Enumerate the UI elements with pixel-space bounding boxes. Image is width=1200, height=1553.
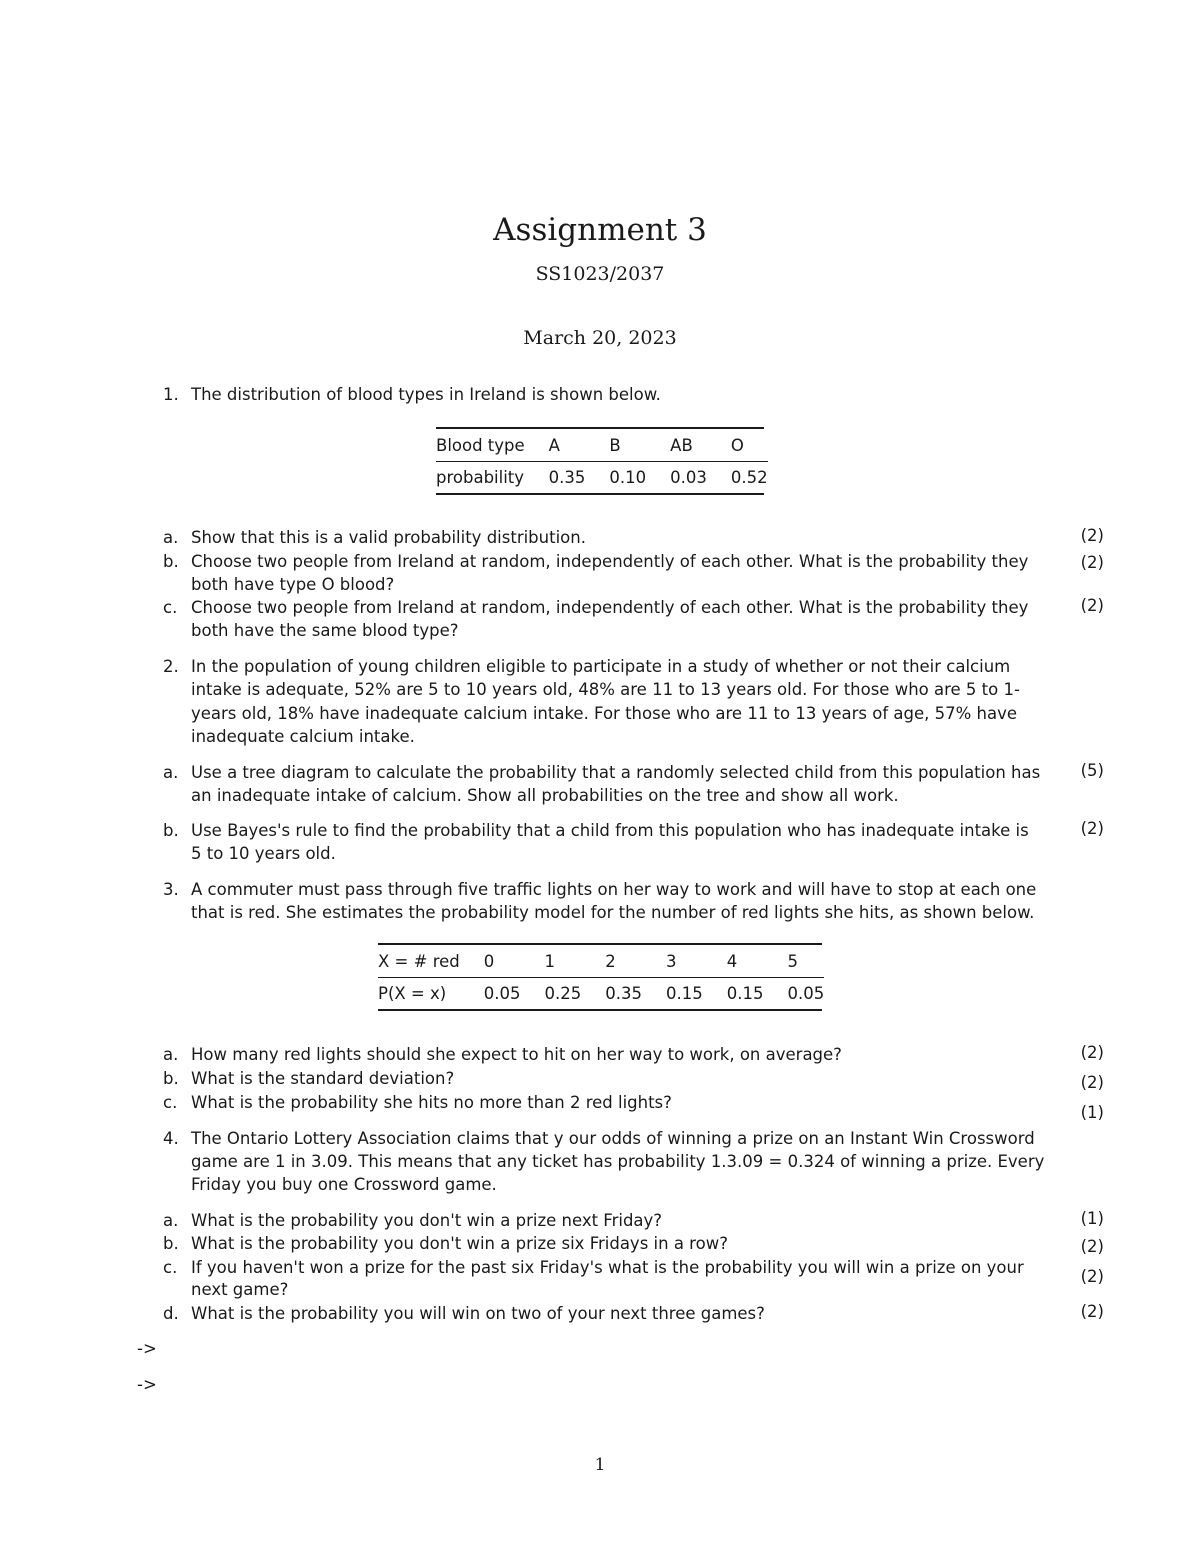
q2a-text-line1: Use a tree diagram to calculate the probability that a randomly selected child from this population has (191, 763, 1041, 782)
q1-intro: The distribution of blood types in Ireland is shown below. (191, 385, 661, 404)
q3a-label: a. (163, 1045, 179, 1064)
q3-text-line2: that is red. She estimates the probability model for the number of red lights she hits, as shown below. (191, 903, 1035, 922)
q2-text-line4: inadequate calcium intake. (191, 727, 415, 746)
q1b-text-line1: Choose two people from Ireland at random, independently of each other. What is the probability they (191, 552, 1029, 571)
q4d-label: d. (163, 1304, 179, 1323)
table-header-row (378, 945, 824, 978)
table-cell: 0.52 (730, 468, 768, 487)
document-title: Assignment 3 (493, 212, 707, 248)
q2-number: 2. (163, 657, 179, 676)
table-header-cell: 4 (715, 945, 776, 978)
q1c-marks: (2) (1080, 596, 1104, 615)
table-header-cell: AB (658, 429, 719, 462)
q4c-marks: (2) (1080, 1267, 1104, 1286)
q2-text-line1: In the population of young children eligible to participate in a study of whether or not their calcium (191, 657, 1011, 676)
table-cell: P(X = x) (378, 984, 447, 1003)
q1-number: 1. (163, 385, 179, 404)
table-header-cell: X = # red (378, 945, 472, 978)
q4b-label: b. (163, 1234, 179, 1253)
q3a-marks: (2) (1080, 1043, 1104, 1062)
q3-text-line1: A commuter must pass through five traffic lights on her way to work and will have to stop at each one (191, 880, 1037, 899)
q2-text-line3: years old, 18% have inadequate calcium intake. For those who are 11 to 13 years of age, 57% have (191, 704, 1018, 723)
table-row (436, 462, 768, 494)
page-number: 1 (594, 1455, 606, 1475)
table-header-cell: B (597, 429, 658, 462)
q2b-text-line1: Use Bayes's rule to find the probability that a child from this population who has inadequate intake is (191, 821, 1029, 840)
table-header-cell: 1 (533, 945, 594, 978)
table-cell: 0.35 (605, 984, 642, 1003)
table-header-cell: 2 (593, 945, 654, 978)
q4c-label: c. (163, 1258, 178, 1277)
q4a-text: What is the probability you don't win a prize next Friday? (191, 1211, 663, 1230)
q4-number: 4. (163, 1129, 179, 1148)
table-header-cell: 0 (472, 945, 533, 978)
q2b-label: b. (163, 821, 179, 840)
table-cell: 0.25 (544, 984, 582, 1003)
table-bottom-rule (436, 493, 764, 495)
course-code: SS1023/2037 (535, 263, 665, 285)
table-cell: 0.05 (787, 984, 825, 1003)
q4b-text: What is the probability you don't win a prize six Fridays in a row? (191, 1234, 728, 1253)
q4d-text: What is the probability you will win on two of your next three games? (191, 1304, 765, 1323)
q1b-marks: (2) (1080, 553, 1104, 572)
q4b-marks: (2) (1080, 1237, 1104, 1256)
q2-text-line2: intake is adequate, 52% are 5 to 10 years old, 48% are 11 to 13 years old. For those who are 5 to 1- (191, 680, 1020, 699)
table-cell: 0.03 (670, 468, 707, 487)
q2b-marks: (2) (1080, 819, 1104, 838)
q3b-marks: (2) (1080, 1073, 1104, 1092)
q4-text-line3: Friday you buy one Crossword game. (191, 1175, 497, 1194)
q2a-marks: (5) (1080, 761, 1104, 780)
q3a-text: How many red lights should she expect to hit on her way to work, on average? (191, 1045, 842, 1064)
table-header-cell: A (537, 429, 598, 462)
q2a-text-line2: an inadequate intake of calcium. Show all probabilities on the tree and show all work. (191, 786, 899, 805)
q1c-label: c. (163, 598, 178, 617)
table-header-cell: O (719, 429, 768, 462)
table-row (378, 978, 824, 1010)
blood-type-grid (436, 429, 768, 493)
q2a-label: a. (163, 763, 179, 782)
table-bottom-rule (378, 1009, 822, 1011)
document-date: March 20, 2023 (523, 327, 677, 349)
q1b-label: b. (163, 552, 179, 571)
q4c-text-line1: If you haven't won a prize for the past six Friday's what is the probability you will win a prize on your (191, 1258, 1024, 1277)
red-lights-table (378, 943, 824, 1011)
q1c-text-line2: both have the same blood type? (191, 621, 459, 640)
q3b-text: What is the standard deviation? (191, 1069, 455, 1088)
q4a-marks: (1) (1080, 1209, 1104, 1228)
q1a-marks: (2) (1080, 526, 1104, 545)
q4d-marks: (2) (1080, 1302, 1104, 1321)
q3c-label: c. (163, 1093, 178, 1112)
table-cell: 0.15 (726, 984, 764, 1003)
table-header-cell: Blood type (436, 429, 537, 462)
table-cell: probability (436, 468, 525, 487)
q4-text-line2: game are 1 in 3.09. This means that any ticket has probability 1.3.09 = 0.324 of winning a prize. Every (191, 1152, 1045, 1171)
q1a-label: a. (163, 528, 179, 547)
q4-text-line1: The Ontario Lottery Association claims that y our odds of winning a prize on an Instant Win Crossword (191, 1129, 1035, 1148)
q3b-label: b. (163, 1069, 179, 1088)
q3c-text: What is the probability she hits no more than 2 red lights? (191, 1093, 672, 1112)
table-header-cell: 3 (654, 945, 715, 978)
table-cell: 0.35 (548, 468, 586, 487)
red-lights-grid (378, 945, 824, 1009)
arrow-marker: -> (137, 1339, 157, 1358)
q4a-label: a. (163, 1211, 179, 1230)
q1c-text-line1: Choose two people from Ireland at random, independently of each other. What is the probability they (191, 598, 1029, 617)
q4c-text-line2: next game? (191, 1280, 289, 1299)
table-cell: 0.15 (666, 984, 703, 1003)
table-header-cell: 5 (776, 945, 825, 978)
blood-type-table (436, 427, 768, 495)
table-header-row (436, 429, 768, 462)
q1a-text: Show that this is a valid probability distribution. (191, 528, 586, 547)
q3c-marks: (1) (1080, 1103, 1104, 1122)
q2b-text-line2: 5 to 10 years old. (191, 844, 336, 863)
q1b-text-line2: both have type O blood? (191, 575, 395, 594)
table-cell: 0.05 (483, 984, 521, 1003)
q3-number: 3. (163, 880, 179, 899)
arrow-marker: -> (137, 1375, 157, 1394)
table-cell: 0.10 (609, 468, 647, 487)
